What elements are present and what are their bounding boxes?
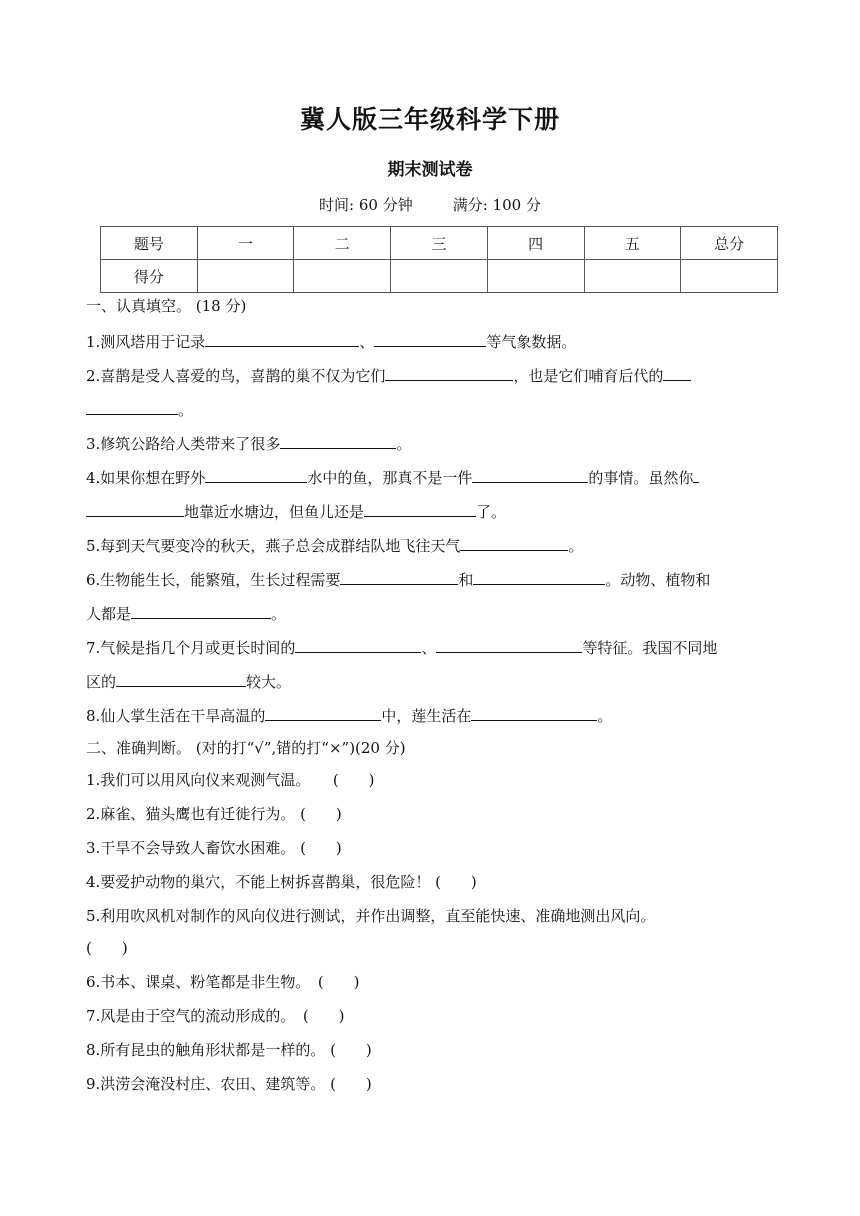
question-6 [86, 568, 710, 590]
section1-title: 一、认真填空。 (18 分) [86, 297, 247, 315]
score-table-header: 二 [294, 227, 391, 260]
judgement-item: 7.风是由于空气的流动形成的。 ( ) [86, 1007, 345, 1025]
judgement-item: 1.我们可以用风向仪来观测气温。 ( ) [86, 771, 375, 789]
question-7 [86, 636, 717, 658]
score-cell[interactable] [584, 260, 681, 293]
question-text: 等特征。我国不同地 [582, 639, 718, 657]
answer-blank[interactable] [364, 500, 476, 517]
question-7-cont [86, 670, 291, 692]
score-table-header: 一 [197, 227, 294, 260]
answer-blank[interactable] [374, 330, 486, 347]
answer-blank[interactable] [473, 568, 605, 585]
answer-blank[interactable] [460, 534, 568, 551]
judgement-item: 4.要爱护动物的巢穴，不能上树拆喜鹊巢，很危险！ ( ) [86, 873, 477, 891]
answer-blank[interactable] [86, 500, 184, 517]
question-2 [86, 364, 691, 386]
score-table-header: 五 [584, 227, 681, 260]
question-text: 地靠近水塘边，但鱼儿还是 [184, 503, 365, 521]
question-8 [86, 704, 612, 726]
question-4 [86, 466, 699, 488]
judgement-item: 2.麻雀、猫头鹰也有迁徙行为。 ( ) [86, 805, 342, 823]
answer-blank[interactable] [471, 704, 597, 721]
answer-blank[interactable] [436, 636, 582, 653]
answer-blank[interactable] [693, 466, 699, 483]
full-score-label: 满分: 100 分 [452, 196, 541, 214]
judgement-item: 9.洪涝会淹没村庄、农田、建筑等。 ( ) [86, 1075, 372, 1093]
question-text: 8.仙人掌生活在干旱高温的 [86, 707, 266, 725]
question-text: 人都是 [86, 605, 132, 623]
judgement-item: 5.利用吹风机对制作的风向仪进行测试，并作出调整，直至能快速、准确地测出风向。 [86, 907, 656, 925]
question-text: 较大。 [246, 673, 292, 691]
question-text: 。 [271, 605, 287, 623]
question-1 [86, 330, 576, 352]
question-text: 5.每到天气要变冷的秋天，燕子总会成群结队地飞往天气 [86, 537, 461, 555]
question-3 [86, 432, 411, 454]
answer-blank[interactable] [295, 636, 421, 653]
question-text: 6.生物能生长，能繁殖，生长过程需要 [86, 571, 341, 589]
answer-blank[interactable] [265, 704, 381, 721]
question-text: 。 [396, 435, 412, 453]
question-text: 区的 [86, 673, 117, 691]
score-table-header: 题号 [101, 227, 198, 260]
judgement-item-cont: ( ) [86, 939, 128, 957]
answer-blank[interactable] [205, 466, 307, 483]
answer-blank[interactable] [340, 568, 458, 585]
score-table-header-row [101, 227, 778, 260]
question-text: 水中的鱼，那真不是一件 [307, 469, 473, 487]
score-table-score-row [101, 260, 778, 293]
exam-subtitle: 期末测试卷 [387, 160, 473, 180]
score-cell[interactable] [487, 260, 584, 293]
answer-blank[interactable] [205, 330, 359, 347]
score-table [100, 226, 778, 293]
question-6-cont [86, 602, 286, 624]
score-table-header: 三 [391, 227, 488, 260]
question-text: 的事情。虽然你 [588, 469, 694, 487]
score-table-header: 四 [487, 227, 584, 260]
question-text: 等气象数据。 [486, 333, 577, 351]
question-text: ，也是它们哺育后代的 [513, 367, 664, 385]
question-2-cont [86, 398, 193, 420]
exam-title: 冀人版三年级科学下册 [299, 105, 560, 134]
question-4-cont [86, 500, 506, 522]
judgement-item: 3.干旱不会导致人畜饮水困难。 ( ) [86, 839, 342, 857]
score-row-label: 得分 [101, 260, 198, 293]
question-text: 。动物、植物和 [605, 571, 711, 589]
answer-blank[interactable] [663, 364, 691, 381]
answer-blank[interactable] [116, 670, 246, 687]
answer-blank[interactable] [86, 398, 178, 415]
judgement-item: 8.所有昆虫的触角形状都是一样的。 ( ) [86, 1041, 372, 1059]
section2-title: 二、准确判断。 (对的打“√”,错的打“×”)(20 分) [86, 739, 406, 757]
time-label: 时间: 60 分钟 [319, 196, 413, 214]
question-text: 1.测风塔用于记录 [86, 333, 206, 351]
score-cell[interactable] [294, 260, 391, 293]
question-text: 。 [597, 707, 613, 725]
score-cell[interactable] [391, 260, 488, 293]
score-table-header: 总分 [681, 227, 778, 260]
question-text: 、 [421, 639, 437, 657]
question-text: 3.修筑公路给人类带来了很多 [86, 435, 281, 453]
answer-blank[interactable] [280, 432, 396, 449]
question-text: 4.如果你想在野外 [86, 469, 206, 487]
answer-blank[interactable] [131, 602, 271, 619]
judgement-item: 6.书本、课桌、粉笔都是非生物。 ( ) [86, 973, 360, 991]
exam-meta [0, 194, 860, 215]
question-text: 了。 [476, 503, 507, 521]
question-text: 2.喜鹊是受人喜爱的鸟，喜鹊的巢不仅为它们 [86, 367, 386, 385]
question-text: 和 [458, 571, 474, 589]
score-cell[interactable] [681, 260, 778, 293]
answer-blank[interactable] [385, 364, 513, 381]
question-text: 中，莲生活在 [381, 707, 472, 725]
question-text: 。 [178, 401, 194, 419]
question-text: 、 [359, 333, 375, 351]
answer-blank[interactable] [472, 466, 588, 483]
question-text: 7.气候是指几个月或更长时间的 [86, 639, 296, 657]
question-5 [86, 534, 583, 556]
score-cell[interactable] [197, 260, 294, 293]
question-text: 。 [568, 537, 584, 555]
